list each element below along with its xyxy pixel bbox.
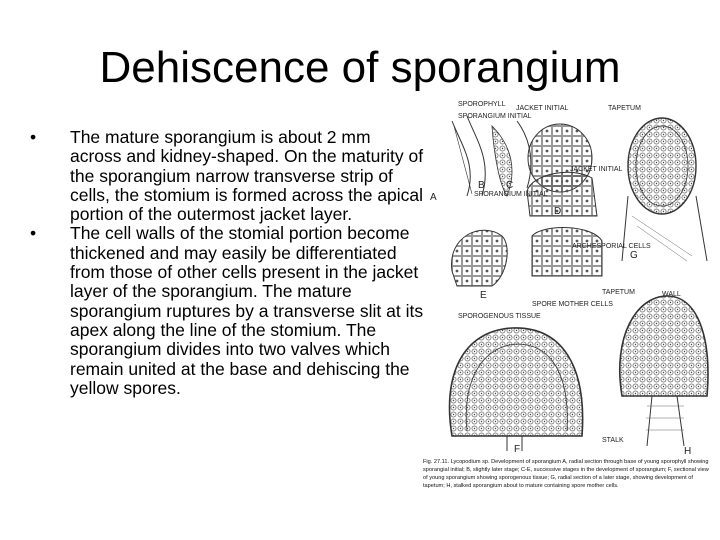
panel-label-b: B [478, 180, 485, 191]
bullet-list [30, 128, 425, 398]
label-jacket-initial-2: JACKET INITIAL [570, 166, 623, 173]
figure-illustration [422, 96, 716, 456]
panel-g [622, 118, 707, 261]
panel-label-g: G [630, 250, 638, 261]
bullet-text: The mature sporangium is about 2 mm across and kidney-shaped. On the maturity of the sporangium narrow transverse strip of cells, the stomium is formed across the apical portion of the outermost jacket layer. [70, 127, 424, 225]
panel-label-a: A [430, 192, 437, 203]
label-wall: WALL [662, 291, 681, 298]
label-spore-mother-cells: SPORE MOTHER CELLS [532, 301, 613, 308]
label-jacket-initial: JACKET INITIAL [516, 105, 569, 112]
label-stalk: STALK [602, 437, 624, 444]
panel-label-h: H [684, 446, 692, 456]
label-sporophyll: SPOROPHYLL [458, 101, 506, 108]
slide-title: Dehiscence of sporangium [99, 43, 621, 92]
panel-label-c: C [506, 180, 514, 191]
panel-label-e: E [480, 290, 487, 301]
figure-caption: Fig. 27.11. Lycopodium sp. Development of sporangium A, radial section through base of young sporophyll showing sporangial initial; B, slightly later stage; C-E, successive stages in the development of sporangium; F, sectional view of young sporangium showing sporogenous tissue; G, radial section of a later stage, showing development of tapetum; H, stalked sporangium about to mature containing spore mother cells. [423, 459, 709, 489]
panel-a-b [452, 116, 531, 196]
sporangium-development-figure [422, 96, 716, 498]
label-archesporial-cells: ARCHESPORIAL CELLS [572, 243, 651, 250]
panel-f [450, 328, 583, 451]
label-tapetum: TAPETUM [608, 105, 641, 112]
bullet-text: The cell walls of the stomial portion become thickened and may easily be differentiated from those of other cells present in the jacket layer of the sporangium. The mature sporangium ruptures by a transverse slit at its apex along the line of the stomium. The sporangium divides into two valves which remain united at the base and dehiscing the yellow spores. [70, 223, 424, 398]
panel-label-f: F [514, 444, 521, 455]
bullet-item [30, 224, 425, 398]
bullet-icon: • [30, 127, 37, 147]
bullet-icon: • [30, 223, 37, 244]
panel-h [620, 296, 708, 446]
label-tapetum-2: TAPETUM [602, 289, 635, 296]
label-sporangium-initial-top: SPORANGIUM INITIAL [458, 113, 532, 120]
panel-e [452, 228, 602, 286]
label-sporangium-initial-bottom: SPORANGIUM INITIAL [474, 191, 548, 198]
label-sporogenous-tissue: SPOROGENOUS TISSUE [458, 313, 541, 320]
bullet-item [30, 128, 425, 224]
panel-label-d: D [554, 206, 562, 217]
